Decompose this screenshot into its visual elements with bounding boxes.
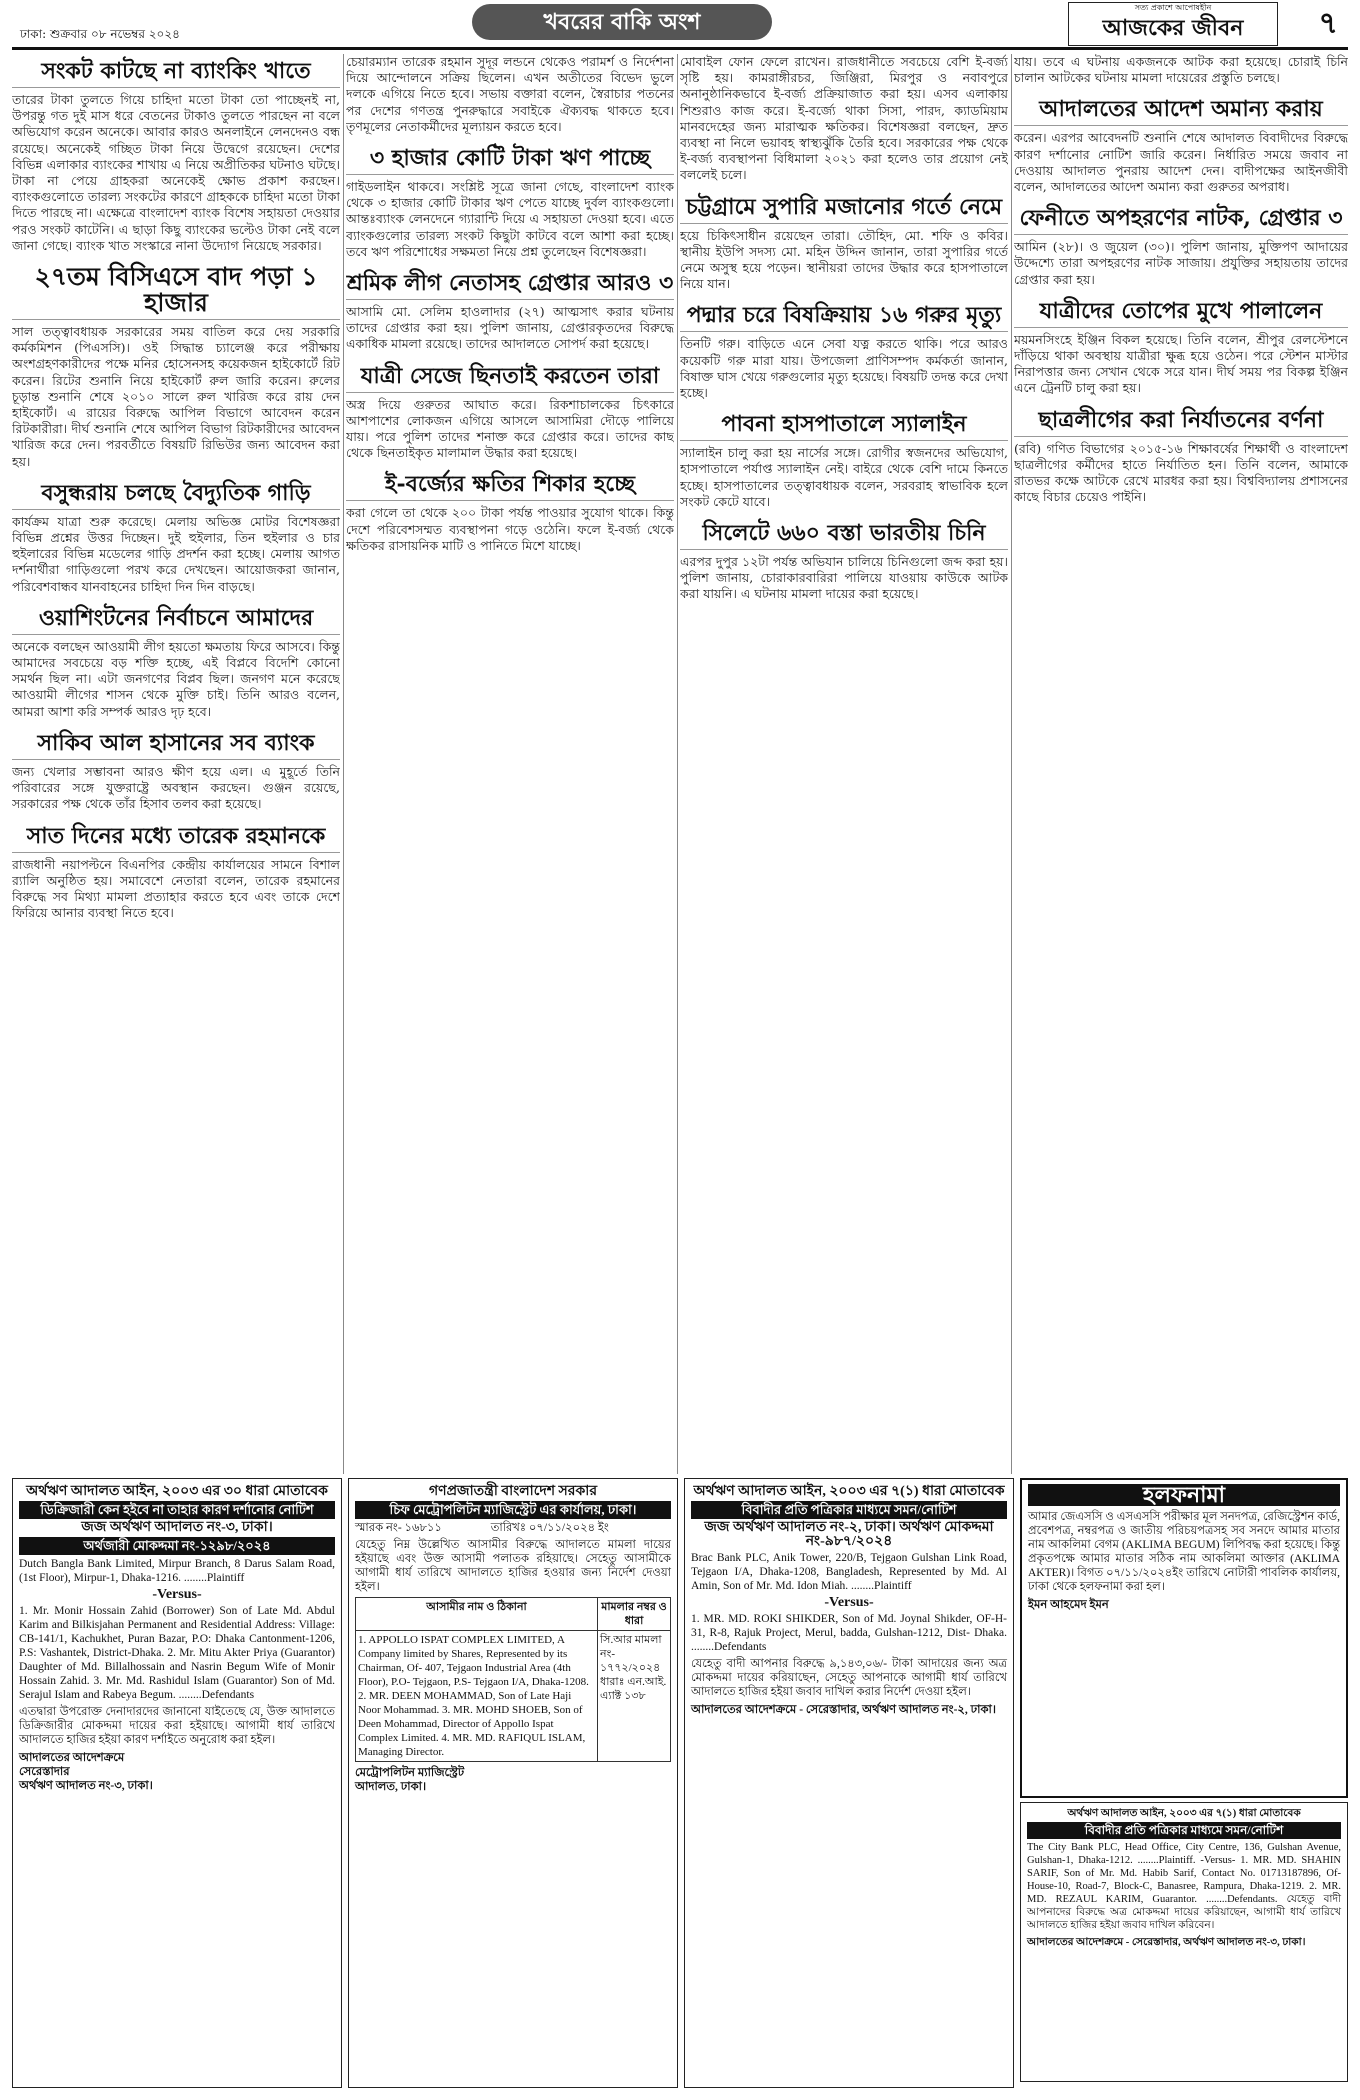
headline: পাবনা হাসপাতালে স্যালাইন [680, 411, 1008, 441]
right-notices [1020, 1478, 1348, 2088]
story-body: কার্যক্রম যাত্রা শুরু করেছে। মেলায় অভিজ্ঞ মোটর বিশেষজ্ঞরা বিভিন্ন প্রশ্নের উত্তর দিচ্ছেন। দুই হুইলার, তিন হুইলার ও চার হুইলারের বিভিন্ন মডেলের গাড়ি প্রদর্শন করা হচ্ছে। মেলায় আগত দর্শনার্থীরা গাড়িগুলো পরখ করে দেখছেন। আয়োজকরা জানান, পরিবেশবান্ধব যানবাহনের চাহিদা দিন দিন বাড়ছে। [12, 513, 340, 594]
notice-top: অর্থঋণ আদালত আইন, ২০০৩ এর ৩০ ধারা মোতাবেক [26, 1484, 328, 1499]
story-body: অস্ত্র দিয়ে গুরুতর আঘাত করে। রিকশাচালকের চিৎকারে আশপাশের লোকজন এগিয়ে আসলে আসামিরা দৌড়ে পালিয়ে যায়। পরে পুলিশ তাদের শনাক্ত করে গ্রেপ্তার করে। তাদের কাছ থেকে ছিনতাইকৃত মালামাল উদ্ধার করা হয়েছে। [346, 396, 674, 461]
story-padma-cattle [680, 298, 1008, 401]
date-line: ঢাকা: শুক্রবার ০৮ নভেম্বর ২০২৪ [20, 27, 180, 41]
notice-body: যেহেতু বাদী আপনার বিরুদ্ধে ৯,১৪৩,০৬/- টাকা আদায়ের জন্য অত্র মোকদ্দমা দায়ের করিয়াছেন, সেহেতু আপনাকে আগামী ধার্য তারিখে আদালতে হাজির হইয়া জবাব দাখিল করার নির্দেশ দেওয়া হইল। [691, 1658, 1007, 1698]
affidavit-signer: ইমন আহমেদ ইমন [1028, 1599, 1109, 1611]
story-ewaste [346, 467, 674, 554]
headline: যাত্রীদের তোপের মুখে পালালেন [1014, 298, 1348, 328]
story-pabna-saline [680, 407, 1008, 510]
story-sylhet-sugar [680, 516, 1008, 603]
accused-table [355, 1597, 671, 1762]
notice-title: ডিক্রিজারী কেন হইবে না তাহার কারণ দর্শানোর নোটিশ [19, 1501, 335, 1519]
headline: সিলেটে ৬৬০ বস্তা ভারতীয় চিনি [680, 520, 1008, 550]
story-feni [1014, 201, 1348, 288]
column-3 [680, 54, 1008, 1474]
notice-summons [684, 1478, 1014, 2088]
story-body: (রবি) গণিত বিভাগের ২০১৫-১৬ শিক্ষাবর্ষের শিক্ষার্থী ও বাংলাদেশ ছাত্রলীগের কর্মীদের হাতে নির্যাতিত হন। তিনি বলেন, আমাকে রাতভর কক্ষে আটকে রেখে মারধর করা হয়। বিশ্ববিদ্যালয় প্রশাসনের কাছে বিচার চেয়েও পাইনি। [1014, 440, 1348, 505]
notice-body: যেহেতু নিম্ন উল্লেখিত আসামীর বিরুদ্ধে আদালতে মামলা দায়ের হইয়াছে এবং উক্ত আসামী পলাতক রহিয়াছে। সেহেতু আসামীকে আগামী ধার্য তারিখে আদালতে হাজির হওয়ার জন্য নির্দেশ দেওয়া হইল। [355, 1539, 671, 1593]
notice-signature: আদালতের আদেশক্রমে সেরেস্তাদার অর্থঋণ আদালত নং-৩, ঢাকা। [19, 1752, 153, 1792]
table-cell: সি.আর মামলা নং- ১৭৭২/২০২৪ ধারাঃ এন.আই. এ্যাক্ট ১৩৮ [598, 1631, 671, 1762]
paper-logo [1068, 2, 1278, 46]
legal-notices [12, 1478, 1348, 2088]
table-row [356, 1631, 671, 1762]
story-sramik-league [346, 266, 674, 353]
paper-name: আজকের জীবন [1102, 15, 1244, 41]
story-body: জন্য খেলার সম্ভাবনা আরও ক্ষীণ হয়ে এল। এ মুহূর্তে তিনি পরিবারের সঙ্গে যুক্তরাষ্ট্রে অবস্থান করছেন। গুঞ্জন রয়েছে, সরকারের পক্ষ থেকে তাঁর হিসাব তলব করা হয়েছে। [12, 763, 340, 812]
notice-signature: আদালতের আদেশক্রমে - সেরেস্তাদার, অর্থঋণ আদালত নং-২, ঢাকা। [691, 1704, 996, 1716]
headline: ২৭তম বিসিএসে বাদ পড়া ১ হাজার [12, 264, 340, 320]
story-body: তিনটি গরু। বাড়িতে এনে সেবা যত্ন করতে থাকি। পরে আরও কয়েকটি গরু মারা যায়। উপজেলা প্রাণিসম্পদ কর্মকর্তা জানান, বিষাক্ত ঘাস খেয়ে গরুগুলোর মৃত্যু হয়েছে। বিষয়টি তদন্ত করে দেখা হচ্ছে। [680, 336, 1008, 401]
notice-ref: স্মারক নং- ১৬৮১১ তারিখঃ ০৭/১১/২০২৪ ইং [355, 1522, 609, 1534]
headline: সংকট কাটছে না ব্যাংকিং খাতে [12, 58, 340, 88]
story-body: আসামি মো. সেলিম হাওলাদার (২৭) আত্মসাৎ করার ঘটনায় তাদের গ্রেপ্তার করা হয়। পুলিশ জানায়, গ্রেপ্তারকৃতদের বিরুদ্ধে একাধিক মামলা রয়েছে। তাদের আদালতে সোপর্দ করা হয়েছে। [346, 304, 674, 352]
story-chattogram [680, 190, 1008, 293]
story-continued [346, 54, 674, 135]
table-cell: 1. APPOLLO ISPAT COMPLEX LIMITED, A Company limited by Shares, Represented by its Chairman, Of- 407, Tejgaon Industrial Area (4th Floor), P.O- Tejgaon, P.S- Tejgaon I/A, Dhaka-1208. 2. MR. DEEN MOHAMMAD, Son of Late Haji Noor Mohammad. 3. MR. MOHD SHOEB, Son of Deen Mohammad, Director of Appollo Ispat Complex Limited. 4. MR. MD. RAFIQUL ISLAM, Managing Director. [356, 1631, 598, 1762]
story-body: করেন। এরপর আবেদনটি শুনানি শেষে আদালত বিবাদীদের বিরুদ্ধে কারণ দর্শানোর নোটিশ জারি করেন। নির্ধারিত সময়ে জবাব না দেওয়ায় আদালত পুনরায় আদেশ দেন। বাদীপক্ষের আইনজীবী বলেন, আদালতের আদেশ অমান্য করা গুরুতর অপরাধ। [1014, 130, 1348, 195]
story-body: সাল তত্ত্বাবধায়ক সরকারের সময় বাতিল করে দেয় সরকারি কর্মকমিশন (পিএসসি)। ওই সিদ্ধান্ত চ্যালেঞ্জ করে পরীক্ষায় অংশগ্রহণকারীদের পক্ষে মনির হোসেনসহ কয়েকজন হাইকোর্টে রিট করেন। রিটের শুনানি নিয়ে হাইকোর্ট রুল জারি করেন। রুলের চূড়ান্ত শুনানি শেষে ২০১০ সালে রুল খারিজ করে রায় দেন হাইকোর্ট। এ রায়ের বিরুদ্ধে আপিল বিভাগে আবেদন করেন রিটকারীরা। দীর্ঘ শুনানি শেষে আপিল বিভাগ রিটকারীদের আবেদন খারিজ করে দেন। পরবর্তীতে বিষয়টি রিভিউর জন্য আবেদন করা হয়। [12, 324, 340, 469]
notice-title: বিবাদীর প্রতি পত্রিকার মাধ্যমে সমন/নোটিশ [1027, 1822, 1341, 1839]
story-bcs [12, 260, 340, 470]
table-header: আসামীর নাম ও ঠিকানা [356, 1598, 598, 1631]
notice-versus: -Versus- [824, 1595, 874, 1610]
story-body: অনেকে বলছেন আওয়ামী লীগ হয়তো ক্ষমতায় ফিরে আসবে। কিন্তু আমাদের সবচেয়ে বড় শক্তি হচ্ছে, এই বিপ্লবে বিদেশি কোনো সমর্থন ছিল না। এটা জনগণের বিপ্লব ছিল। জনগণ মনে করেছে আওয়ামী লীগের শাসন থেকে মুক্তি চাই। তিনি আরও বলেন, আমরা আশা করি সম্পর্ক আরও দৃঢ় হবে। [12, 638, 340, 719]
story-continued [680, 54, 1008, 184]
story-body: চেয়ারম্যান তারেক রহমান সুদূর লন্ডনে থেকেও পরামর্শ ও নির্দেশনা দিয়ে আন্দোলনে সক্রিয় ছিলেন। এখন অতীতের বিভেদ ভুলে দলকে এগিয়ে নিতে হবে। সভায় বক্তারা বলেন, স্বৈরাচার পতনের পর দেশের গণতন্ত্র পুনরুদ্ধারে সবাইকে ঐক্যবদ্ধ থাকতে হবে। তৃণমূলের নেতাকর্মীদের মূল্যায়ন করতে হবে। [346, 54, 674, 134]
column-2 [346, 54, 674, 1474]
headline: ফেনীতে অপহরণের নাটক, গ্রেপ্তার ৩ [1014, 205, 1348, 235]
headline: ছাত্রলীগের করা নির্যাতনের বর্ণনা [1014, 407, 1348, 437]
section-ribbon: খবরের বাকি অংশ [472, 4, 772, 40]
story-body: আমিন (২৮)। ও জুয়েল (৩০)। পুলিশ জানায়, মুক্তিপণ আদায়ের উদ্দেশ্যে তারা অপহরণের নাটক সাজায়। প্রযুক্তির সহায়তায় তাদের গ্রেপ্তার করা হয়। [1014, 239, 1348, 287]
story-tarique [12, 819, 340, 922]
notice-plaintiff: Brac Bank PLC, Anik Tower, 220/B, Tejgaon Gulshan Link Road, Tejgaon I/A, Dhaka-1208, Bangladesh, Represented by Md. Al Amin, Son of Mr. Md. Idon Miah. ........Plaintiff [691, 1552, 1007, 1592]
story-body: এরপর দুপুর ১২টা পর্যন্ত অভিযান চালিয়ে চিনিগুলো জব্দ করা হয়। পুলিশ জানায়, চোরাকারবারিরা পালিয়ে যাওয়ায় কাউকে আটক করা যায়নি। এ ঘটনায় মামলা দায়ের করা হয়েছে। [680, 554, 1008, 602]
page-number: ৭ [1318, 6, 1338, 41]
notice-body: The City Bank PLC, Head Office, City Centre, 136, Gulshan Avenue, Gulshan-1, Dhaka-1212. ........Plaintiff. -Versus- 1. MR. MD. SHAHIN SARIF, Son of Mr. Md. Habib Sarif, Contact No. 01713187896, Of- House-10, Road-7, Block-C, Banasree, Rampura, Dhaka-1219. 2. MR. MD. REZAUL KARIM, Guarantor. ........Defendants. যেহেতু বাদী আপনাদের বিরুদ্ধে অত্র মোকদ্দমা দায়ের করিয়াছেন, আগামী ধার্য তারিখে আদালতে হাজির হইয়া জবাব দাখিল করিবেন। [1027, 1842, 1341, 1931]
affidavit [1020, 1478, 1348, 1798]
notice-court: জজ অর্থঋণ আদালত নং-৩, ঢাকা। [81, 1520, 273, 1535]
affidavit-body: আমার জেএসসি ও এসএসসি পরীক্ষার মূল সনদপত্র, রেজিস্ট্রেশন কার্ড, প্রবেশপত্র, নম্বরপত্র ও জাতীয় পরিচয়পত্রসহ সব সনদে আমার মাতার নাম আকলিমা বেগম (AKLIMA BEGUM) লিপিবদ্ধ করা হয়েছে। কিন্তু প্রকৃতপক্ষে আমার মাতার সঠিক নাম আকলিমা আক্তার (AKLIMA AKTER)। বিগত ০৭/১১/২০২৪ইং তারিখে নোটারী পাবলিক কার্যালয়, ঢাকা থেকে হলফনামা করা হল। [1028, 1511, 1340, 1593]
headline: বসুন্ধরায় চলছে বৈদ্যুতিক গাড়ি [12, 480, 340, 510]
story-washington [12, 601, 340, 720]
story-body: তারের টাকা তুলতে গিয়ে চাহিদা মতো টাকা তো পাচ্ছেনই না, উপরন্তু গত দুই মাস ধরে বেতনের টাকাও তুলতে পারছেন না বলে অভিযোগ করেন অনেকে। আবার কারও অনলাইনে লেনদেনও বন্ধ রয়েছে। অনেকেই গচ্ছিত টাকা নিয়ে উদ্বেগে রয়েছেন। দেশের বিভিন্ন এলাকার ব্যাংকের শাখায় এ নিয়ে অপ্রীতিকর ঘটনাও ঘটছে। টাকা না পেয়ে গ্রাহকরা অনেকেই ক্ষোভ প্রকাশ করছেন। ব্যাংকগুলোতে তারল্য সংকটের কারণে গ্রাহককে চাহিদা মতো টাকা দিতে পারছে না। এক্ষেত্রে বাংলাদেশ ব্যাংক বিশেষ সহায়তা দেওয়ার পরও সংকট কাটেনি। এ ছাড়া কিছু ব্যাংকের ভল্টেও টাকা নেই বলে জানা গেছে। ব্যাংক খাত সংস্কারে নানা উদ্যোগ নিয়েছে সরকার। [12, 92, 340, 253]
notice-plaintiff: Dutch Bangla Bank Limited, Mirpur Branch, 8 Darus Salam Road, (1st Floor), Mirpur-1, Dhaka-1216. ........Plaintiff [19, 1558, 335, 1584]
headline: ৩ হাজার কোটি টাকা ঋণ পাচ্ছে [346, 145, 674, 175]
notice-body: এতদ্বারা উপরোক্ত দেনাদারদের জানানো যাইতেছে যে, উক্ত আদালতে ডিক্রিজারীর মোকদ্দমা দায়ের করা হইয়াছে। আগামী ধার্য তারিখে আদালতে হাজির হইয়া কারণ দর্শাইতে অনুরোধ করা হইল। [19, 1706, 335, 1746]
table-header: মামলার নম্বর ও ধারা [598, 1598, 671, 1631]
headline: সাকিব আল হাসানের সব ব্যাংক [12, 730, 340, 760]
notice-citybank [1020, 1802, 1348, 2082]
story-ev [12, 476, 340, 595]
headline: ই-বর্জ্যের ক্ষতির শিকার হচ্ছে [346, 471, 674, 501]
notice-defendants: 1. Mr. Monir Hossain Zahid (Borrower) Son of Late Md. Abdul Karim and Bilkisjahan Permanent and Residential Address: Village: CB-141/1, Kachukhet, Puran Bazar, P.O: Dhaka Cantonment-1206, P.S: Vashantek, District-Dhaka. 2. Mr. Mitu Akter Priya (Guarantor) Daughter of Md. Billalhossain and Nasrin Begum Wife of Monir Hossain Zahid. 3. Mr. Md. Rashidul Islam (Guarantor) Son of Md. Serajul Islam and Rabeya Begum. ........Defendants [19, 1605, 335, 1701]
notice-title: বিবাদীর প্রতি পত্রিকার মাধ্যমে সমন/নোটিশ [691, 1501, 1007, 1519]
headline: শ্রমিক লীগ নেতাসহ গ্রেপ্তার আরও ৩ [346, 270, 674, 300]
story-body: যায়। তবে এ ঘটনায় একজনকে আটক করা হয়েছে। চোরাই চিনি চালান আটকের ঘটনায় মামলা দায়েরের প্রস্তুতি চলছে। [1014, 54, 1348, 86]
story-passengers [1014, 294, 1348, 397]
story-shakib [12, 726, 340, 813]
notice-decree [12, 1478, 342, 2088]
notice-top: অর্থঋণ আদালত আইন, ২০০৩ এর ৭(১) ধারা মোতাবেক [693, 1484, 1005, 1499]
affidavit-title: হলফনামা [1028, 1484, 1340, 1506]
headline: চট্টগ্রামে সুপারি মজানোর গর্তে নেমে [680, 194, 1008, 224]
story-loan [346, 141, 674, 260]
headline: যাত্রী সেজে ছিনতাই করতেন তারা [346, 363, 674, 393]
story-body: মোবাইল ফোন ফেলে রাখেন। রাজধানীতে সবচেয়ে বেশি ই-বর্জ্য সৃষ্টি হয়। কামরাঙ্গীরচর, জিঞ্জিরা, মিরপুর ও নবাবপুরে অনানুষ্ঠানিকভাবে ই-বর্জ্য প্রক্রিয়াজাত করা হয়। এসব এলাকায় শিশুরাও কাজ করে। ই-বর্জ্যে থাকা সিসা, পারদ, ক্যাডমিয়াম মানবদেহের জন্য মারাত্মক ক্ষতিকর। বিশেষজ্ঞরা বলছেন, দ্রুত ব্যবস্থা না নিলে ভয়াবহ স্বাস্থ্যঝুঁকি তৈরি হবে। সরকারের পক্ষ থেকে ই-বর্জ্য ব্যবস্থাপনা বিধিমালা ২০২১ করা হলেও তার প্রয়োগ নেই বললেই চলে। [680, 54, 1008, 183]
headline: পদ্মার চরে বিষক্রিয়ায় ১৬ গরুর মৃত্যু [680, 302, 1008, 332]
column-4 [1014, 54, 1348, 1474]
notice-signature: মেট্রোপলিটন ম্যাজিস্ট্রেট আদালত, ঢাকা। [355, 1767, 465, 1793]
notice-title: চিফ মেট্রোপলিটন ম্যাজিস্ট্রেট এর কার্যালয়, ঢাকা। [355, 1501, 671, 1519]
column-1 [12, 54, 340, 1474]
notice-signature: আদালতের আদেশক্রমে - সেরেস্তাদার, অর্থঋণ আদালত নং-৩, ঢাকা। [1027, 1937, 1306, 1948]
story-body: ময়মনসিংহে ইঞ্জিন বিকল হয়েছে। তিনি বলেন, শ্রীপুর রেলস্টেশনে দাঁড়িয়ে থাকা অবস্থায় যাত্রীরা ক্ষুব্ধ হয়ে ওঠেন। পরে স্টেশন মাস্টার নিরাপত্তার জন্য সেখান থেকে সরে যান। দীর্ঘ সময় পর বিকল্প ইঞ্জিন এনে ট্রেনটি চালু করা হয়। [1014, 331, 1348, 396]
headline: সাত দিনের মধ্যে তারেক রহমানকে [12, 823, 340, 853]
notice-cmm [348, 1478, 678, 2088]
story-banking [12, 54, 340, 254]
story-body: রাজধানী নয়াপল্টনে বিএনপির কেন্দ্রীয় কার্যালয়ের সামনে বিশাল র‍্যালি অনুষ্ঠিত হয়। সমাবেশে নেতারা বলেন, তারেক রহমানের বিরুদ্ধে সব মিথ্যা মামলা প্রত্যাহার করতে হবে এবং তাকে দেশে ফিরিয়ে আনার ব্যবস্থা নিতে হবে। [12, 856, 340, 921]
story-body: গাইডলাইন থাকবে। সংশ্লিষ্ট সূত্রে জানা গেছে, বাংলাদেশ ব্যাংক থেকে ৩ হাজার কোটি টাকার ঋণ পেতে যাচ্ছে দুর্বল ব্যাংকগুলো। আন্তঃব্যাংক লেনদেনে গ্যারান্টি দিয়ে এ সহায়তা দেওয়া হবে। এতে ব্যাংকগুলোর তারল্য সংকট কিছুটা কাটবে বলে আশা করা হচ্ছে। তবে ঋণ পরিশোধের সক্ষমতা নিয়ে প্রশ্ন তুলেছেন বিশেষজ্ঞরা। [346, 179, 674, 259]
masthead [12, 0, 1348, 50]
story-body: হয়ে চিকিৎসাধীন রয়েছেন তারা। তৌহিদ, মো. শফি ও কবির। স্থানীয় ইউপি সদস্য মো. মহিন উদ্দিন জানান, তারা সুপারির গর্তে নেমে অসুস্থ হয়ে পড়েন। স্থানীয়রা তাদের উদ্ধার করে হাসপাতালে নিয়ে যান। [680, 227, 1008, 292]
headline: ওয়াশিংটনের নির্বাচনে আমাদের [12, 605, 340, 635]
notice-top: অর্থঋণ আদালত আইন, ২০০৩ এর ৭(১) ধারা মোতাবেক [1067, 1808, 1301, 1819]
notice-defendants: 1. MR. MD. ROKI SHIKDER, Son of Md. Joynal Shikder, OF-H-31, R-8, Rajuk Project, Merul, badda, Gulshan-1212, Dist- Dhaka. ........Defendants [691, 1613, 1007, 1653]
story-court-order [1014, 92, 1348, 195]
notice-court: জজ অর্থঋণ আদালত নং-২, ঢাকা। অর্থঋণ মোকদ্দমা নং-৯৮৭/২০২৪ [704, 1520, 994, 1549]
news-columns [12, 54, 1348, 1474]
story-chhatraleague [1014, 403, 1348, 506]
paper-tagline: সত্য প্রকাশে আপোষহীন [1134, 3, 1212, 12]
notice-case: অর্থজারী মোকদ্দমা নং-১২৯৮/২০২৪ [19, 1537, 335, 1555]
story-body: স্যালাইন চালু করা হয় নার্সের সঙ্গে। রোগীর স্বজনদের অভিযোগ, হাসপাতালে পর্যাপ্ত স্যালাইন নেই। বাইরে থেকে বেশি দামে কিনতে হচ্ছে। হাসপাতালের তত্ত্বাবধায়ক বলেন, সরবরাহ স্বাভাবিক হলে সংকট কেটে যাবে। [680, 445, 1008, 509]
notice-top: গণপ্রজাতন্ত্রী বাংলাদেশ সরকার [428, 1484, 598, 1499]
story-snatching [346, 359, 674, 462]
notice-versus: -Versus- [152, 1587, 202, 1602]
story-body: করা গেলে তা থেকে ২০০ টাকা পর্যন্ত পাওয়ার সুযোগ থাকে। কিন্তু দেশে পরিবেশসম্মত ব্যবস্থাপনা গড়ে ওঠেনি। ফলে ই-বর্জ্য থেকে ক্ষতিকর রাসায়নিক মাটি ও পানিতে মিশে যাচ্ছে। [346, 505, 674, 553]
story-continued [1014, 54, 1348, 86]
headline: আদালতের আদেশ অমান্য করায় [1014, 96, 1348, 126]
